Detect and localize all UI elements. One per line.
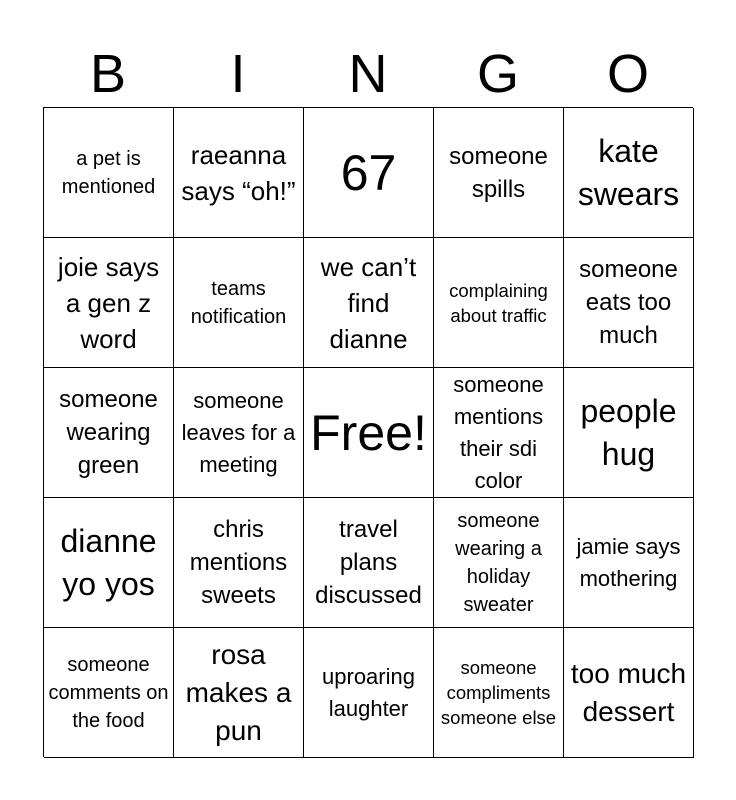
bingo-cell-r5c3[interactable]: uproaring laughter — [304, 628, 434, 758]
bingo-cell-r5c1[interactable]: someone comments on the food — [44, 628, 174, 758]
bingo-cell-r4c2[interactable]: chris mentions sweets — [174, 498, 304, 628]
bingo-cell-r1c1[interactable]: a pet is mentioned — [44, 108, 174, 238]
bingo-header — [43, 40, 693, 108]
bingo-cell-r5c2[interactable]: rosa makes a pun — [174, 628, 304, 758]
header-letter-b: B — [89, 44, 127, 104]
bingo-cell-r4c3[interactable]: travel plans discussed — [304, 498, 434, 628]
bingo-cell-r4c5[interactable]: jamie says mothering — [564, 498, 694, 628]
bingo-cell-r2c1[interactable]: joie says a gen z word — [44, 238, 174, 368]
bingo-cell-r4c4[interactable]: someone wearing a holiday sweater — [434, 498, 564, 628]
bingo-cell-free[interactable]: Free! — [304, 368, 434, 498]
bingo-cell-r1c4[interactable]: someone spills — [434, 108, 564, 238]
bingo-board — [43, 107, 693, 757]
bingo-cell-r3c2[interactable]: someone leaves for a meeting — [174, 368, 304, 498]
bingo-cell-r2c2[interactable]: teams notification — [174, 238, 304, 368]
bingo-cell-r5c4[interactable]: someone compliments someone else — [434, 628, 564, 758]
bingo-cell-r2c3[interactable]: we can’t find dianne — [304, 238, 434, 368]
bingo-cell-r1c2[interactable]: raeanna says “oh!” — [174, 108, 304, 238]
bingo-cell-r2c4[interactable]: complaining about traffic — [434, 238, 564, 368]
bingo-cell-r1c5[interactable]: kate swears — [564, 108, 694, 238]
bingo-cell-r5c5[interactable]: too much dessert — [564, 628, 694, 758]
header-letter-g: G — [476, 44, 519, 104]
bingo-cell-r3c4[interactable]: someone mentions their sdi color — [434, 368, 564, 498]
header-letter-i: I — [230, 44, 246, 104]
header-letter-n: N — [348, 44, 388, 104]
bingo-cell-r1c3[interactable]: 67 — [304, 108, 434, 238]
bingo-cell-r4c1[interactable]: dianne yo yos — [44, 498, 174, 628]
header-letter-o: O — [606, 44, 649, 104]
bingo-cell-r2c5[interactable]: someone eats too much — [564, 238, 694, 368]
bingo-cell-r3c1[interactable]: someone wearing green — [44, 368, 174, 498]
bingo-cell-r3c5[interactable]: people hug — [564, 368, 694, 498]
